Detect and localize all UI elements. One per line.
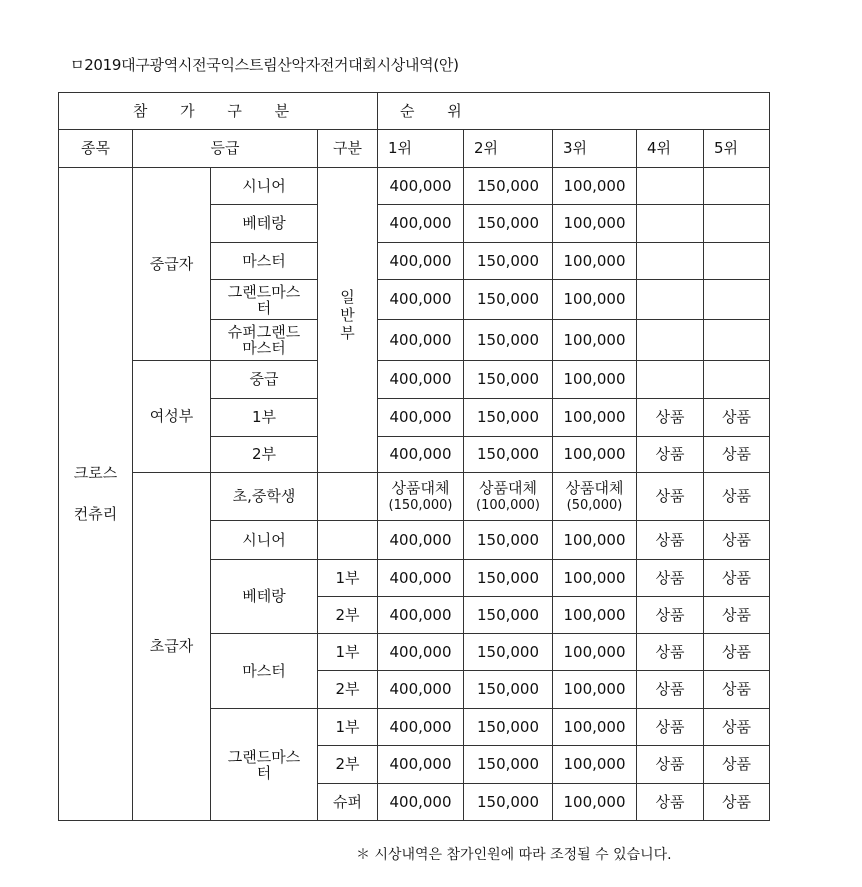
- prize-2: 150,000: [464, 280, 553, 320]
- prize-3: 100,000: [553, 361, 637, 399]
- prize-3: 100,000: [553, 168, 637, 205]
- prize-3: 100,000: [553, 597, 637, 634]
- division-empty: [318, 521, 378, 560]
- prize-2: 150,000: [464, 709, 553, 746]
- prize-2: 150,000: [464, 784, 553, 821]
- grade-grandmaster: 그랜드마스터: [211, 709, 318, 821]
- prize-3: 100,000: [553, 243, 637, 280]
- prize-5: 상품: [704, 709, 770, 746]
- prize-3: 100,000: [553, 671, 637, 709]
- prize-4: 상품: [637, 399, 704, 437]
- prize-1: 400,000: [378, 521, 464, 560]
- prize-5: 상품: [704, 671, 770, 709]
- prize-1: 400,000: [378, 784, 464, 821]
- prize-4: 상품: [637, 560, 704, 597]
- grade-intermediate: 중급: [211, 361, 318, 399]
- table-row: [59, 168, 770, 205]
- division-part1: 1부: [318, 560, 378, 597]
- prize-3: 100,000: [553, 560, 637, 597]
- prize-4: 상품: [637, 634, 704, 671]
- header-rank-1: 1위: [378, 130, 464, 168]
- prize-5: [704, 205, 770, 243]
- prize-2: 150,000: [464, 361, 553, 399]
- prize-5: 상품: [704, 746, 770, 784]
- prize-1: 400,000: [378, 168, 464, 205]
- prize-2: 150,000: [464, 320, 553, 361]
- footnote: ＊ 시상내역은 참가인원에 따라 조정될 수 있습니다.: [356, 847, 672, 863]
- header-rank-5: 5위: [704, 130, 770, 168]
- prize-4: 상품: [637, 746, 704, 784]
- student-prize-2: 상품대체 (100,000): [464, 473, 553, 521]
- prize-2: 150,000: [464, 437, 553, 473]
- prize-5: 상품: [704, 473, 770, 521]
- prize-5: 상품: [704, 521, 770, 560]
- prize-2: 150,000: [464, 243, 553, 280]
- division-part2: 2부: [318, 671, 378, 709]
- header-event: 종목: [59, 130, 133, 168]
- prize-1: 400,000: [378, 437, 464, 473]
- prize-4: 상품: [637, 437, 704, 473]
- prize-2: 150,000: [464, 597, 553, 634]
- prize-5: [704, 280, 770, 320]
- prize-3: 100,000: [553, 634, 637, 671]
- prize-1: 400,000: [378, 243, 464, 280]
- prize-2: 150,000: [464, 560, 553, 597]
- prize-5: 상품: [704, 634, 770, 671]
- prize-3: 100,000: [553, 709, 637, 746]
- prize-5: 상품: [704, 399, 770, 437]
- prize-5: 상품: [704, 560, 770, 597]
- document-title: ㅁ2019대구광역시전국익스트림산악자전거대회시상내역(안): [70, 56, 459, 74]
- division-part2: 2부: [318, 597, 378, 634]
- level-intermediate: 중급자: [133, 168, 211, 361]
- prize-1: 400,000: [378, 746, 464, 784]
- prize-3: 100,000: [553, 784, 637, 821]
- grade-veteran: 베테랑: [211, 560, 318, 634]
- prize-2: 150,000: [464, 205, 553, 243]
- prize-5: [704, 168, 770, 205]
- prize-3: 100,000: [553, 521, 637, 560]
- student-prize-1: 상품대체 (150,000): [378, 473, 464, 521]
- grade-veteran: 베테랑: [211, 205, 318, 243]
- prize-1: 400,000: [378, 671, 464, 709]
- prize-4: 상품: [637, 597, 704, 634]
- event-name: 크로스 컨츄리: [59, 168, 133, 821]
- prize-1: 400,000: [378, 280, 464, 320]
- prize-4: 상품: [637, 709, 704, 746]
- division-part1: 1부: [318, 709, 378, 746]
- header-division: 구분: [318, 130, 378, 168]
- header-participant-group: 참 가 구 분: [59, 93, 378, 130]
- student-prize-3: 상품대체 (50,000): [553, 473, 637, 521]
- table-row: [59, 473, 770, 521]
- prize-1: 400,000: [378, 597, 464, 634]
- prize-5: [704, 243, 770, 280]
- prize-5: [704, 320, 770, 361]
- prize-1: 400,000: [378, 634, 464, 671]
- prize-4: [637, 280, 704, 320]
- prize-4: [637, 168, 704, 205]
- header-row-2: [59, 130, 770, 168]
- prize-4: [637, 243, 704, 280]
- prize-5: 상품: [704, 597, 770, 634]
- header-rank: 순 위: [378, 93, 770, 130]
- prize-1: 400,000: [378, 361, 464, 399]
- general-division: 일 반 부: [318, 168, 378, 473]
- division-part1: 1부: [318, 634, 378, 671]
- grade-senior: 시니어: [211, 521, 318, 560]
- header-rank-2: 2위: [464, 130, 553, 168]
- prize-1: 400,000: [378, 205, 464, 243]
- grade-part2: 2부: [211, 437, 318, 473]
- header-grade: 등급: [133, 130, 318, 168]
- prize-2: 150,000: [464, 634, 553, 671]
- header-rank-4: 4위: [637, 130, 704, 168]
- prize-1: 400,000: [378, 560, 464, 597]
- division-empty: [318, 473, 378, 521]
- grade-grandmaster: 그랜드마스터: [211, 280, 318, 320]
- prize-4: 상품: [637, 671, 704, 709]
- prize-2: 150,000: [464, 521, 553, 560]
- grade-master: 마스터: [211, 243, 318, 280]
- grade-student: 초,중학생: [211, 473, 318, 521]
- prize-3: 100,000: [553, 746, 637, 784]
- prize-3: 100,000: [553, 320, 637, 361]
- prize-4: [637, 205, 704, 243]
- prize-1: 400,000: [378, 709, 464, 746]
- grade-part1: 1부: [211, 399, 318, 437]
- prize-2: 150,000: [464, 671, 553, 709]
- grade-super-grandmaster: 슈퍼그랜드마스터: [211, 320, 318, 361]
- header-row-1: [59, 93, 770, 130]
- grade-master: 마스터: [211, 634, 318, 709]
- prize-1: 400,000: [378, 399, 464, 437]
- prize-2: 150,000: [464, 399, 553, 437]
- table-row: [59, 361, 770, 399]
- division-part2: 2부: [318, 746, 378, 784]
- prize-2: 150,000: [464, 168, 553, 205]
- prize-3: 100,000: [553, 205, 637, 243]
- prize-5: 상품: [704, 784, 770, 821]
- prize-5: 상품: [704, 437, 770, 473]
- prize-3: 100,000: [553, 437, 637, 473]
- prize-5: [704, 361, 770, 399]
- prize-3: 100,000: [553, 399, 637, 437]
- prize-4: 상품: [637, 521, 704, 560]
- prize-table: [58, 92, 770, 821]
- prize-3: 100,000: [553, 280, 637, 320]
- prize-1: 400,000: [378, 320, 464, 361]
- prize-2: 150,000: [464, 746, 553, 784]
- header-rank-3: 3위: [553, 130, 637, 168]
- level-women: 여성부: [133, 361, 211, 473]
- grade-senior: 시니어: [211, 168, 318, 205]
- prize-4: 상품: [637, 473, 704, 521]
- level-beginner: 초급자: [133, 473, 211, 821]
- prize-4: 상품: [637, 784, 704, 821]
- prize-4: [637, 320, 704, 361]
- prize-4: [637, 361, 704, 399]
- division-super: 슈퍼: [318, 784, 378, 821]
